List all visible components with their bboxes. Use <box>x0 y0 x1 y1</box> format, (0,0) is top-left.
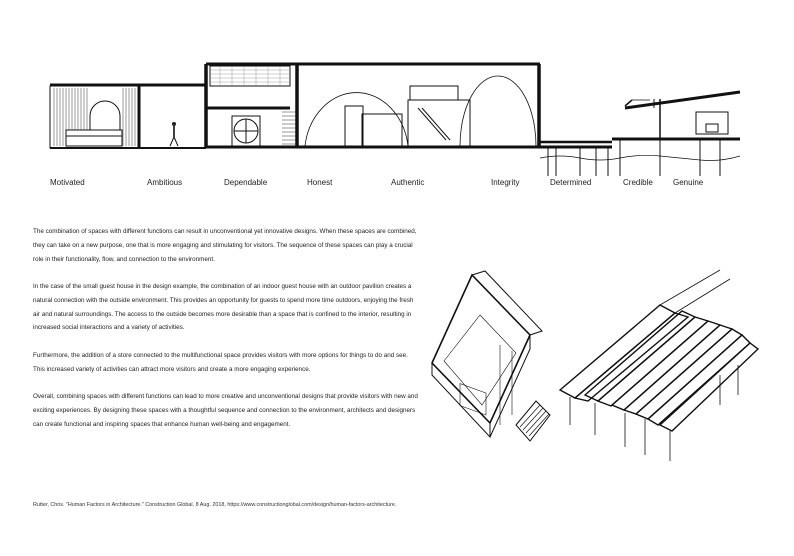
label-authentic: Authentic <box>391 178 425 187</box>
label-motivated: Motivated <box>50 178 85 187</box>
label-ambitious: Ambitious <box>147 178 183 187</box>
citation: Rutter, Chris. "Human Factors in Architecture." Construction Global, 8 Aug. 2018, https://www.constructionglobal.com/design/human-factors-architecture. <box>33 502 397 508</box>
paragraph-4: Overall, combining spaces with different functions can lead to more creative and unconventional designs that provide visitors with new and exciting experiences. By designing these spaces with a thoughtful sequence and connection to the environment, architects and designers can create functional and inspiring spaces that enhance human well-being and engagement. <box>33 392 418 428</box>
label-integrity: Integrity <box>491 178 520 187</box>
paragraph-3: Furthermore, the addition of a store connected to the multifunctional space provides visitors with more options for things to do and see. This increased variety of activities can attract more visitors and create a more engaging experience. <box>33 351 408 373</box>
section-labels <box>0 178 794 194</box>
label-honest: Honest <box>307 178 333 187</box>
paragraph-1: The combination of spaces with different functions can result in unconventional yet innovative designs. When these spaces are combined, they can take on a new purpose, one that is more engaging and stimulating for visitors. The sequence of these spaces can play a crucial role in their functionality, flow, and connection to the environment. <box>33 228 417 263</box>
label-determined: Determined <box>550 178 592 187</box>
label-genuine: Genuine <box>673 178 704 187</box>
building-section-drawing <box>0 0 794 200</box>
axonometric-drawing <box>420 265 760 470</box>
label-credible: Credible <box>623 178 653 187</box>
label-dependable: Dependable <box>224 178 268 187</box>
body-text <box>33 225 418 445</box>
paragraph-2: In the case of the small guest house in the design example, the combination of an indoor guest house with an outdoor pavilion creates a natural connection with the outside environment. This provides an opportunity for guests to spend more time outdoors, enjoying the fresh air and natural surroundings. The access to the outside becomes more desirable than a space that is confined to the interior, resulting in increased social interactions and a variety of activities. <box>33 282 414 332</box>
